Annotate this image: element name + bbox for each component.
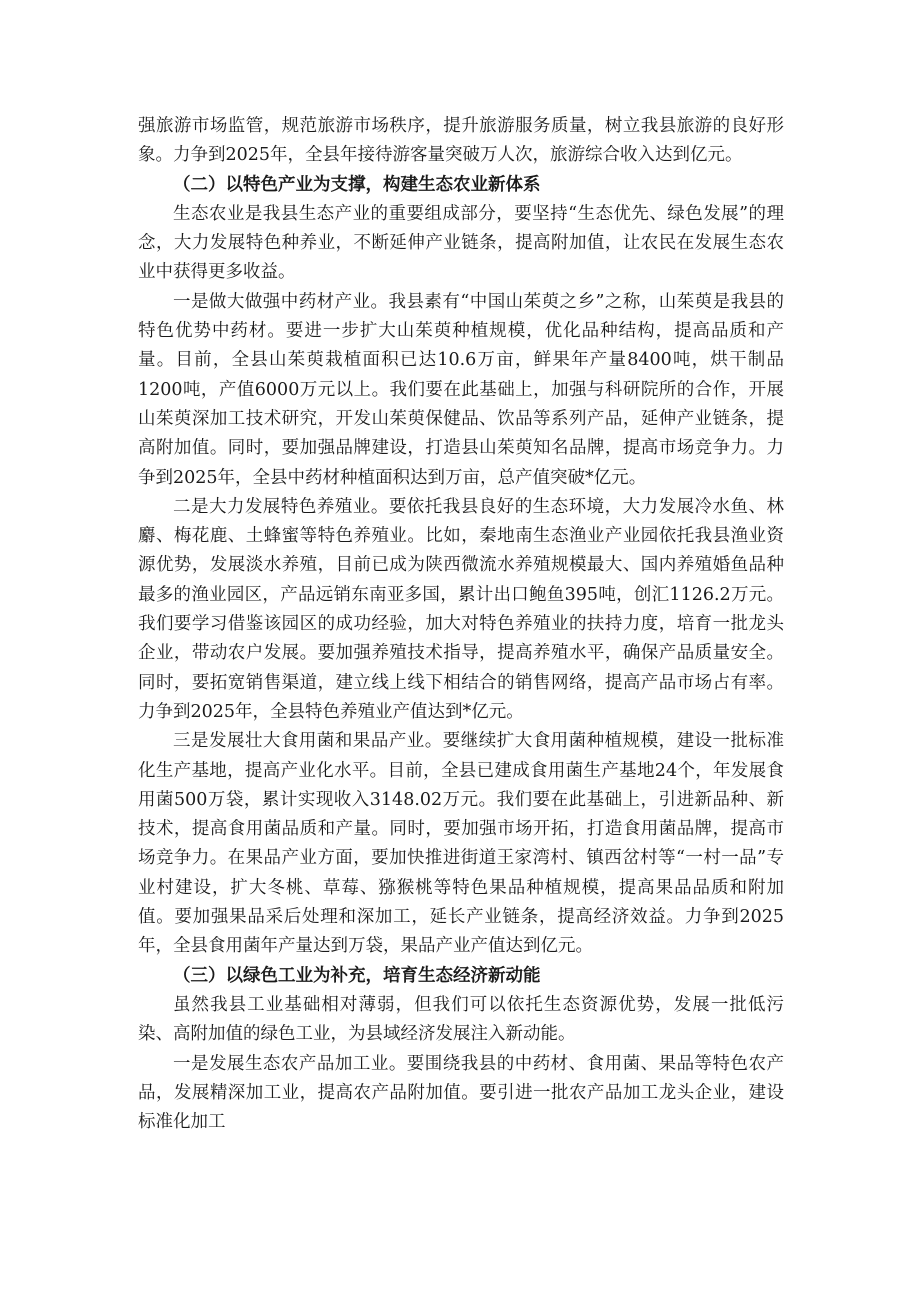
paragraph-green-industry-intro: 虽然我县工业基础相对薄弱，但我们可以依托生态资源优势，发展一批低污染、高附加值的绿色工业，为县域经济发展注入新动能。 [138,994,784,1045]
paragraph-aquaculture: 二是大力发展特色养殖业。要依托我县良好的生态环境，大力发展冷水鱼、林麝、梅花鹿、土蜂蜜等特色养殖业。比如，秦地南生态渔业产业园依托我县渔业资源优势，发展淡水养殖，目前已成为陕西微流水养殖规模最大、国内养殖婚鱼品种最多的渔业园区，产品远销东南亚多国，累计出口鲍鱼395吨，创汇1126.2万元。我们要学习借鉴该园区的成功经验，加大对特色养殖业的扶持力度，培育一批龙头企业，带动农户发展。要加强养殖技术指导，提高养殖水平，确保产品质量安全。同时，要拓宽销售渠道，建立线上线下相结合的销售网络，提高产品市场占有率。力争到2025年，全县特色养殖业产值达到*亿元。 [138,496,784,722]
document-body [138,112,784,1137]
paragraph-tourism-continued: 强旅游市场监管，规范旅游市场秩序，提升旅游服务质量，树立我县旅游的良好形象。力争到2025年，全县年接待游客量突破万人次，旅游综合收入达到亿元。 [138,116,784,166]
paragraph-herbal-medicine: 一是做大做强中药材产业。我县素有“中国山茱萸之乡”之称，山茱萸是我县的特色优势中药材。要进一步扩大山茱萸种植规模，优化品种结构，提高品质和产量。目前，全县山茱萸栽植面积已达10.6万亩，鲜果年产量8400吨，烘干制品1200吨，产值6000万元以上。我们要在此基础上，加强与科研院所的合作，开展山茱萸深加工技术研究，开发山茱萸保健品、饮品等系列产品，延伸产业链条，提高附加值。同时，要加强品牌建设，打造县山茱萸知名品牌，提高市场竞争力。力争到2025年，全县中药材种植面积达到万亩，总产值突破*亿元。 [138,291,784,488]
paragraph-fungi-fruit: 三是发展壮大食用菌和果品产业。要继续扩大食用菌种植规模，建设一批标准化生产基地，提高产业化水平。目前，全县已建成食用菌生产基地24个，年发展食用菌500万袋，累计实现收入3148.02万元。我们要在此基础上，引进新品种、新技术，提高食用菌品质和产量。同时，要加强市场开拓，打造食用菌品牌，提高市场竞争力。在果品产业方面，要加快推进街道王家湾村、镇西岔村等“一村一品”专业村建设，扩大冬桃、草莓、猕猴桃等特色果品种植规模，提高果品品质和附加值。要加强果品采后处理和深加工，延长产业链条，提高经济效益。力争到2025年，全县食用菌年产量达到万袋，果品产业产值达到亿元。 [138,731,784,957]
section-heading-2: （二）以特色产业为支撑，构建生态农业新体系 [173,174,541,195]
paragraph-eco-agriculture-intro: 生态农业是我县生态产业的重要组成部分，要坚持“生态优先、绿色发展”的理念，大力发展特色种养业，不断延伸产业链条，提高附加值，让农民在发展生态农业中获得更多收益。 [138,203,784,283]
section-heading-3: （三）以绿色工业为补充，培育生态经济新动能 [173,965,541,986]
paragraph-agri-processing: 一是发展生态农产品加工业。要围绕我县的中药材、食用菌、果品等特色农产品，发展精深加工业，提高农产品附加值。要引进一批农产品加工龙头企业，建设标准化加工 [138,1053,784,1133]
